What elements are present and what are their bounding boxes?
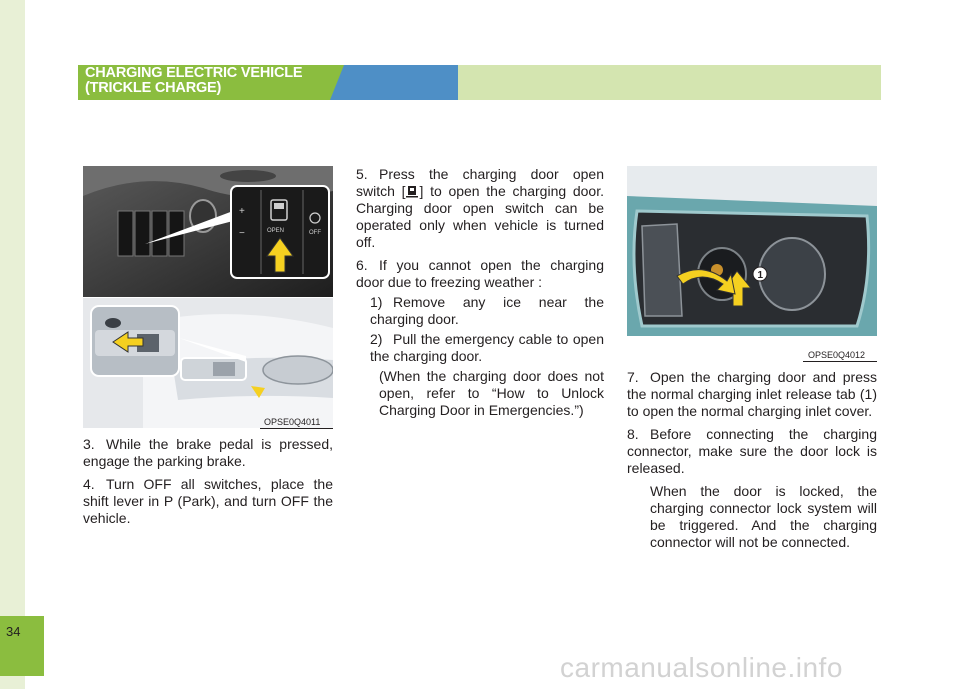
figure-caption-left: OPSE0Q4011 <box>264 417 321 427</box>
page-number-tab <box>0 616 44 676</box>
footer-watermark: carmanualsonline.info <box>560 652 843 683</box>
section-title <box>85 66 302 96</box>
figure-caption-right: OPSE0Q4012 <box>808 350 866 360</box>
section-header-blue <box>330 65 458 100</box>
callout-1-icon <box>753 267 767 281</box>
sidebar-strip <box>0 0 25 689</box>
step-8-note: When the door is locked, the charging connector lock system will be triggered. And the charging connector will not be connected. <box>650 483 877 550</box>
caption-rule-right <box>803 361 877 362</box>
step-8: 8. Before connecting the charging connector, make sure the door lock is released. <box>627 426 877 476</box>
open-label: OPEN <box>267 228 285 234</box>
section-title-line1: CHARGING ELECTRIC VEHICLE <box>85 65 303 81</box>
step-6-sub-1: 1) Remove any ice near the charging door. <box>370 294 604 327</box>
svg-text:+: + <box>239 206 245 217</box>
off-label: OFF <box>309 230 321 236</box>
car-front-illustration <box>83 298 333 428</box>
step-6-note: (When the charging door does not open, refer to “How to Unlock Charging Door in Emergencies.”) <box>379 368 604 418</box>
step-7: 7. Open the charging door and press the normal charging inlet release tab (1) to open the normal charging inlet cover. <box>627 369 877 419</box>
caption-rule-left <box>260 428 333 429</box>
charging-inlet-figure <box>627 166 877 336</box>
step-4: 4. Turn OFF all switches, place the shift lever in P (Park), and turn OFF the vehicle. <box>83 476 333 526</box>
step-6-sub-2: 2) Pull the emergency cable to open the charging door. <box>370 331 604 364</box>
step-3: 3. While the brake pedal is pressed, engage the parking brake. <box>83 436 333 469</box>
car-front-figure <box>83 298 333 428</box>
charging-door-switch-icon <box>405 185 419 198</box>
charging-inlet-illustration <box>627 166 877 336</box>
right-column-text <box>627 369 877 551</box>
callout-number: 1 <box>757 270 764 281</box>
step-6: 6. If you cannot open the charging door due to freezing weather : <box>356 257 604 290</box>
svg-text:−: − <box>239 228 245 239</box>
middle-column-text <box>356 166 604 419</box>
section-title-line2: (TRICKLE CHARGE) <box>85 80 222 96</box>
page-number: 34 <box>6 624 21 639</box>
step-5: 5. Press the charging door open switch [ ] to open the charging door. Charging door open switch can be operated only when vehicle is turned off. <box>356 166 604 250</box>
switch-panel-figure <box>83 166 333 297</box>
switch-panel-illustration <box>83 166 333 297</box>
left-column-text <box>83 436 333 527</box>
